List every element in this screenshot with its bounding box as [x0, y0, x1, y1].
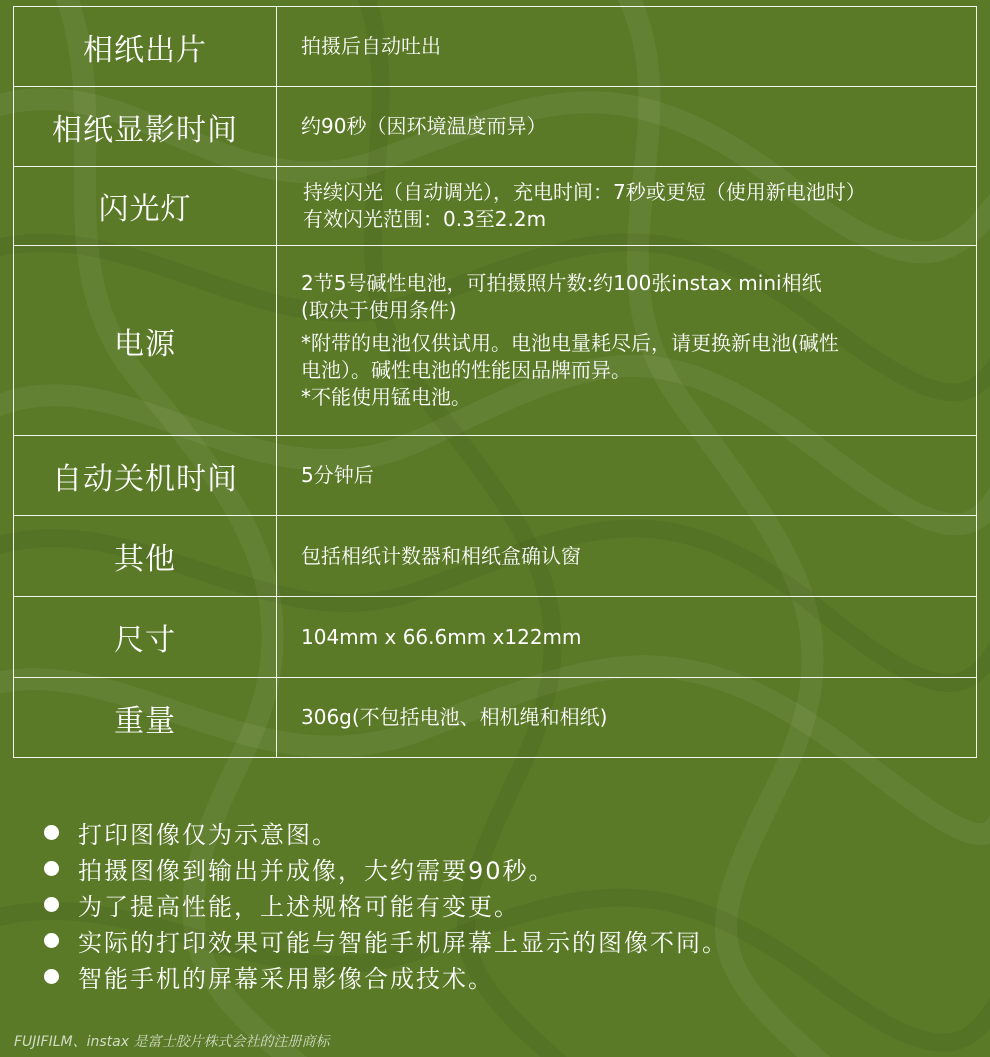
spec-value-line: 306g(不包括电池、相机绳和相纸) — [301, 705, 608, 729]
note-item — [44, 886, 728, 922]
spec-value — [277, 678, 977, 758]
spec-label: 相纸显影时间 — [14, 87, 277, 167]
bullet-icon — [44, 825, 59, 840]
note-text: 实际的打印效果可能与智能手机屏幕上显示的图像不同。 — [78, 928, 728, 957]
spec-value-line: 2节5号碱性电池，可拍摄照片数:约100张instax mini相纸 — [301, 271, 822, 295]
note-item — [44, 850, 728, 886]
spec-label: 其他 — [14, 516, 277, 597]
spec-value-line: 拍摄后自动吐出 — [301, 34, 441, 58]
spec-value-note: *附带的电池仅供试用。电池电量耗尽后，请更换新电池(碱性 电池）。碱性电池的性能因品牌而异。 *不能使用锰电池。 — [301, 331, 839, 409]
spec-value — [277, 597, 977, 678]
note-text: 打印图像仅为示意图。 — [78, 820, 338, 849]
spec-value — [277, 516, 977, 597]
spec-row-power — [14, 246, 977, 436]
spec-table — [13, 6, 977, 758]
spec-row-auto-off — [14, 436, 977, 516]
note-text: 智能手机的屏幕采用影像合成技术。 — [78, 964, 494, 993]
spec-value-line: 104mm x 66.6mm x122mm — [301, 624, 582, 649]
spec-row-photo-output — [14, 7, 977, 87]
spec-label: 闪光灯 — [14, 167, 277, 246]
bullet-icon — [44, 933, 59, 948]
spec-label: 电源 — [14, 246, 277, 436]
spec-value-line: 包括相纸计数器和相纸盒确认窗 — [301, 543, 581, 568]
spec-label: 相纸出片 — [14, 7, 277, 87]
bullet-icon — [44, 861, 59, 876]
spec-value-line: 5分钟后 — [301, 463, 374, 487]
spec-row-other — [14, 516, 977, 597]
bullet-icon — [44, 897, 59, 912]
spec-value — [277, 7, 977, 87]
spec-row-weight — [14, 678, 977, 758]
spec-row-flash — [14, 167, 977, 246]
note-text: 拍摄图像到输出并成像，大约需要90秒。 — [78, 856, 555, 885]
spec-value-line: (取决于使用条件) — [301, 298, 457, 322]
trademark-footer: FUJIFILM、instax 是富士胶片株式会社的注册商标 — [14, 1034, 330, 1050]
note-item — [44, 922, 728, 958]
spec-row-dimensions — [14, 597, 977, 678]
spec-label: 尺寸 — [14, 597, 277, 678]
spec-value — [277, 436, 977, 516]
note-item — [44, 814, 728, 850]
spec-value-line: 有效闪光范围：0.3至2.2m — [303, 207, 547, 231]
spec-label: 重量 — [14, 678, 277, 758]
bullet-icon — [44, 969, 59, 984]
spec-row-develop-time — [14, 87, 977, 167]
spec-value-line: 约90秒（因环境温度而异） — [301, 114, 547, 138]
spec-value — [277, 246, 977, 436]
spec-label: 自动关机时间 — [14, 436, 277, 516]
notes-list — [44, 814, 728, 994]
spec-value-line: 持续闪光（自动调光），充电时间：7秒或更短（使用新电池时） — [303, 180, 866, 204]
note-item — [44, 958, 728, 994]
spec-value — [277, 87, 977, 167]
note-text: 为了提高性能，上述规格可能有变更。 — [78, 892, 520, 921]
spec-value — [277, 167, 977, 246]
